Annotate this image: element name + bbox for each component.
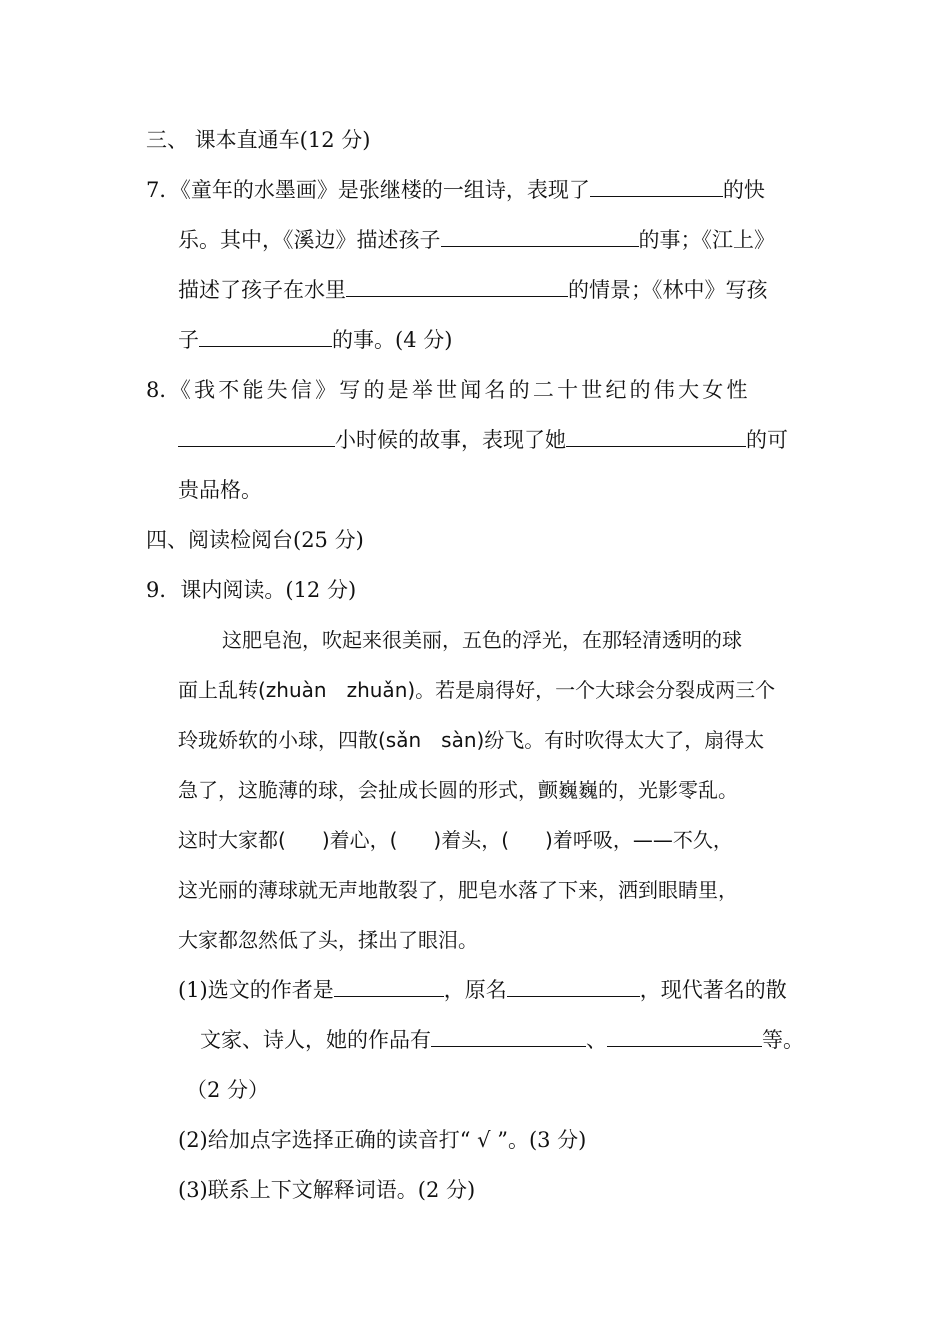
q9-sub1-line-1: (1)选文的作者是 ，原名 ，现代著名的散 [178, 978, 787, 1002]
original-name-blank[interactable] [507, 976, 640, 997]
q9-sub1-score: （2 分） [186, 1078, 270, 1102]
q8-line-1: 8．《我不能失信》写的是举世闻名的二十世纪的伟大女性 [146, 378, 751, 402]
author-blank[interactable] [334, 976, 444, 997]
passage-line-6: 这光丽的薄球就无声地散裂了，肥皂水落了下来，洒到眼睛里， [178, 878, 738, 902]
q8-line-2: 小时候的故事，表现了她 的可 [178, 426, 788, 454]
passage-line-1: 这肥皂泡，吹起来很美丽，五色的浮光，在那轻清透明的球 [222, 628, 742, 652]
passage-line-3: 玲珑娇软的小球，四散(sǎn sàn)纷飞。有时吹得太大了，扇得太 [178, 728, 765, 752]
passage-line-5: 这时大家都( )着心，( )着头，( )着呼吸，——不久， [178, 828, 733, 852]
q7-blank-2[interactable] [441, 226, 639, 247]
q7-line-2: 乐。其中，《溪边》描述孩子 的事；《江上》 [178, 228, 775, 252]
q9-number: 9． [146, 578, 181, 602]
q8-line-3: 贵品格。 [178, 478, 262, 502]
q7-number: 7． [146, 178, 181, 202]
q7-line-4: 子 的事。(4 分) [178, 328, 453, 352]
q9-sub3: (3)联系上下文解释词语。(2 分) [178, 1178, 476, 1202]
q7-blank-1[interactable] [590, 176, 723, 197]
section-3-heading: 三、 课本直通车(12 分) [146, 128, 371, 152]
works-blank-2[interactable] [607, 1026, 762, 1047]
q9-sub2: (2)给加点字选择正确的读音打“ √ ”。(3 分) [178, 1128, 587, 1152]
q9-sub1-line-2: 文家、诗人，她的作品有 、 等。 [200, 1028, 804, 1052]
passage-line-2: 面上乱转(zhuàn zhuǎn)。若是扇得好，一个大球会分裂成两三个 [178, 678, 776, 702]
section-4-heading: 四、阅读检阅台(25 分) [146, 528, 364, 552]
q8-number: 8． [146, 378, 181, 402]
q7-line-1: 7．《童年的水墨画》是张继楼的一组诗，表现了 的快 [146, 178, 765, 202]
passage-line-4: 急了，这脆薄的球，会扯成长圆的形式，颤巍巍的，光影零乱。 [178, 778, 738, 802]
q7-line-3: 描述了孩子在水里 的情景；《林中》写孩 [178, 278, 768, 302]
passage-line-7: 大家都忽然低了头，揉出了眼泪。 [178, 928, 478, 952]
q8-blank-1[interactable] [178, 426, 335, 447]
q8-blank-2[interactable] [566, 426, 746, 447]
works-blank-1[interactable] [431, 1026, 586, 1047]
q7-blank-4[interactable] [199, 326, 332, 347]
q7-blank-3[interactable] [346, 276, 568, 297]
q9-heading: 9．课内阅读。(12 分) [146, 578, 357, 602]
